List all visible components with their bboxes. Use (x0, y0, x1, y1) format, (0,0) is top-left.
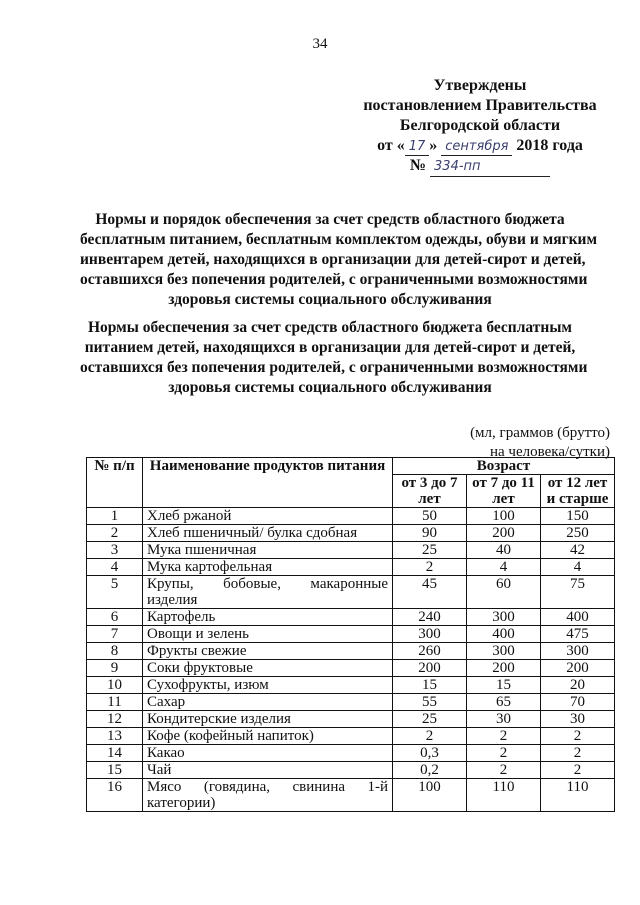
header-age-3-7: от 3 до 7 лет (393, 475, 467, 508)
units-line-1: (мл, граммов (брутто) (470, 425, 610, 441)
row-num: 8 (87, 643, 143, 660)
row-value-age-3-7: 300 (393, 626, 467, 643)
header-age-7-11: от 7 до 11 лет (467, 475, 541, 508)
sub-heading-line: здоровья системы социального обслуживания (168, 379, 492, 396)
row-value-age-7-11: 100 (467, 508, 541, 525)
row-num: 6 (87, 609, 143, 626)
row-value-age-3-7: 15 (393, 677, 467, 694)
table-row (87, 525, 615, 542)
row-num: 1 (87, 508, 143, 525)
row-name: Сахар (143, 694, 393, 711)
food-norms-table (86, 457, 615, 812)
row-num: 15 (87, 762, 143, 779)
row-value-age-7-11: 40 (467, 542, 541, 559)
date-prefix: от « (377, 137, 405, 154)
row-name: Мясо (говядина, свинина 1-й категории) (143, 779, 393, 812)
row-num: 3 (87, 542, 143, 559)
row-value-age-12-plus: 30 (541, 711, 615, 728)
row-value-age-3-7: 0,2 (393, 762, 467, 779)
row-name: Кондитерские изделия (143, 711, 393, 728)
row-num: 10 (87, 677, 143, 694)
table-row (87, 779, 615, 812)
row-value-age-7-11: 60 (467, 576, 541, 609)
sub-heading-line: питанием детей, находящихся в организации для детей-сирот и детей, (84, 339, 576, 356)
row-name: Какао (143, 745, 393, 762)
header-age-group: Возраст (393, 458, 615, 475)
row-name: Крупы, бобовые, макаронные изделия (143, 576, 393, 609)
row-value-age-3-7: 200 (393, 660, 467, 677)
table-row (87, 660, 615, 677)
date-mid: » (429, 137, 438, 154)
row-value-age-12-plus: 110 (541, 779, 615, 812)
approval-number (330, 156, 630, 177)
row-value-age-7-11: 2 (467, 745, 541, 762)
table-row (87, 559, 615, 576)
row-name: Мука картофельная (143, 559, 393, 576)
row-value-age-12-plus: 70 (541, 694, 615, 711)
approval-block (330, 76, 630, 177)
row-num: 9 (87, 660, 143, 677)
row-value-age-12-plus: 42 (541, 542, 615, 559)
row-num: 13 (87, 728, 143, 745)
row-value-age-7-11: 4 (467, 559, 541, 576)
row-value-age-12-plus: 150 (541, 508, 615, 525)
row-name: Соки фруктовые (143, 660, 393, 677)
row-value-age-3-7: 240 (393, 609, 467, 626)
date-day: 17 (405, 139, 430, 156)
row-value-age-12-plus: 2 (541, 728, 615, 745)
row-value-age-3-7: 25 (393, 542, 467, 559)
row-value-age-7-11: 30 (467, 711, 541, 728)
row-value-age-3-7: 50 (393, 508, 467, 525)
row-value-age-3-7: 55 (393, 694, 467, 711)
row-value-age-7-11: 2 (467, 728, 541, 745)
page-number: 34 (312, 36, 328, 52)
row-value-age-7-11: 2 (467, 762, 541, 779)
row-value-age-7-11: 200 (467, 660, 541, 677)
table-row (87, 728, 615, 745)
row-num: 2 (87, 525, 143, 542)
row-name: Картофель (143, 609, 393, 626)
row-value-age-3-7: 2 (393, 728, 467, 745)
approval-line-1: Утверждены (433, 77, 527, 94)
main-heading (80, 210, 598, 310)
row-name: Фрукты свежие (143, 643, 393, 660)
row-value-age-12-plus: 2 (541, 762, 615, 779)
table-row (87, 762, 615, 779)
table-row (87, 576, 615, 609)
row-num: 7 (87, 626, 143, 643)
row-name: Чай (143, 762, 393, 779)
table-row (87, 508, 615, 525)
row-value-age-3-7: 25 (393, 711, 467, 728)
main-heading-line: бесплатным питанием, бесплатным комплектом одежды, обуви и мягким (80, 231, 598, 248)
main-heading-line: оставшихся без попечения родителей, с ограниченными возможностями (80, 271, 588, 288)
date-suffix: 2018 года (516, 137, 583, 154)
row-name: Кофе (кофейный напиток) (143, 728, 393, 745)
row-name: Овощи и зелень (143, 626, 393, 643)
row-value-age-12-plus: 2 (541, 745, 615, 762)
row-name: Мука пшеничная (143, 542, 393, 559)
header-num: № п/п (87, 458, 143, 508)
row-value-age-12-plus: 400 (541, 609, 615, 626)
row-num: 16 (87, 779, 143, 812)
row-value-age-3-7: 45 (393, 576, 467, 609)
row-value-age-7-11: 300 (467, 643, 541, 660)
table-row (87, 626, 615, 643)
table-row (87, 609, 615, 626)
row-num: 11 (87, 694, 143, 711)
row-value-age-3-7: 100 (393, 779, 467, 812)
header-age-12-plus: от 12 лет и старше (541, 475, 615, 508)
date-month: сентября (441, 139, 512, 156)
row-value-age-3-7: 2 (393, 559, 467, 576)
row-value-age-7-11: 400 (467, 626, 541, 643)
table-row (87, 542, 615, 559)
row-value-age-7-11: 65 (467, 694, 541, 711)
row-num: 5 (87, 576, 143, 609)
row-value-age-7-11: 15 (467, 677, 541, 694)
row-value-age-12-plus: 4 (541, 559, 615, 576)
units-line-2: на человека/сутки) (490, 444, 610, 460)
row-value-age-12-plus: 250 (541, 525, 615, 542)
row-value-age-7-11: 200 (467, 525, 541, 542)
row-value-age-12-plus: 200 (541, 660, 615, 677)
sub-heading (80, 318, 588, 398)
approval-line-2: постановлением Правительства (363, 97, 597, 114)
main-heading-line: Нормы и порядок обеспечения за счет средств областного бюджета (95, 211, 565, 228)
row-num: 12 (87, 711, 143, 728)
header-name: Наименование продуктов питания (143, 458, 393, 508)
row-name: Хлеб пшеничный/ булка сдобная (143, 525, 393, 542)
row-num: 4 (87, 559, 143, 576)
approval-date (330, 136, 630, 156)
row-value-age-3-7: 0,3 (393, 745, 467, 762)
row-value-age-12-plus: 75 (541, 576, 615, 609)
row-value-age-7-11: 300 (467, 609, 541, 626)
table-row (87, 677, 615, 694)
table-row (87, 643, 615, 660)
row-value-age-7-11: 110 (467, 779, 541, 812)
sub-heading-line: Нормы обеспечения за счет средств областного бюджета бесплатным (87, 319, 572, 336)
row-value-age-3-7: 260 (393, 643, 467, 660)
main-heading-line: здоровья системы социального обслуживания (168, 291, 492, 308)
table-row (87, 711, 615, 728)
row-value-age-12-plus: 300 (541, 643, 615, 660)
row-name: Хлеб ржаной (143, 508, 393, 525)
main-heading-line: инвентарем детей, находящихся в организации для детей-сирот и детей, (80, 251, 586, 268)
row-num: 14 (87, 745, 143, 762)
row-value-age-3-7: 90 (393, 525, 467, 542)
approval-line-3: Белгородской области (399, 117, 561, 134)
table-row (87, 694, 615, 711)
sub-heading-line: оставшихся без попечения родителей, с ограниченными возможностями (80, 359, 588, 376)
number-value: 334-пп (434, 159, 481, 174)
row-value-age-12-plus: 20 (541, 677, 615, 694)
table-row (87, 745, 615, 762)
row-name: Сухофрукты, изюм (143, 677, 393, 694)
row-value-age-12-plus: 475 (541, 626, 615, 643)
number-prefix: № (409, 157, 427, 174)
